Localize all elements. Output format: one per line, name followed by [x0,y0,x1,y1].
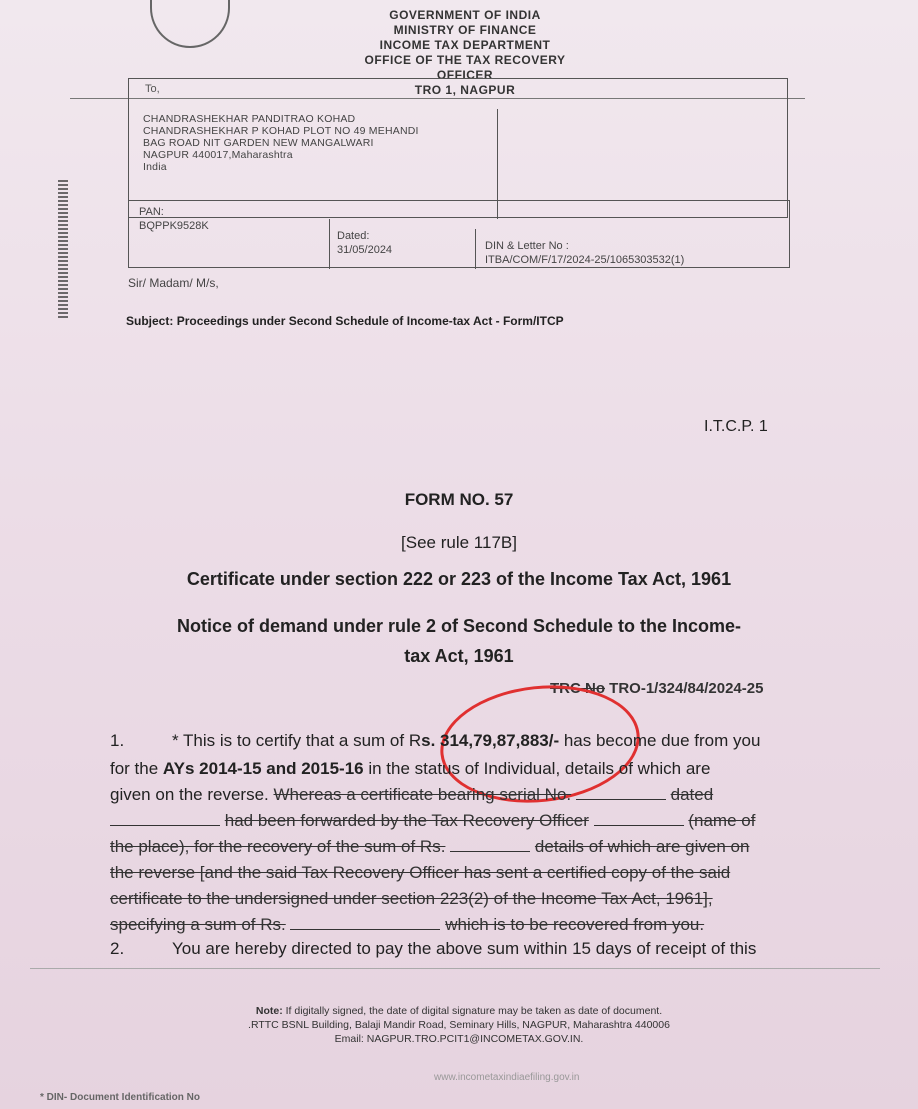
text: for the [110,759,163,778]
dated-label: Dated: [337,230,370,242]
blank-field [290,929,440,930]
notice-line: Notice of demand under rule 2 of Second Schedule to the Income- [176,616,742,636]
header-line: OFFICER [436,68,494,82]
trc-struck-label: TRC No [550,680,605,697]
footer-note [0,1004,918,1018]
address-line: India [143,161,167,173]
header-line: GOVERNMENT OF INDIA [389,8,541,22]
addressee-address [143,113,419,173]
demand-amount: s. 314,79,87,883/- [421,731,560,750]
to-label: To, [145,83,160,95]
barcode-strip [58,180,68,320]
reference-box [128,200,790,268]
address-line: NAGPUR 440017,Maharashtra [143,149,293,161]
pan-cell [139,205,209,233]
footer-divider [30,968,880,969]
form-code: I.T.C.P. 1 [704,418,768,435]
subject-text: Proceedings under Second Schedule of Income-tax Act - Form/ITCP [176,314,564,328]
text: in the status of Individual, details of which are [363,759,711,778]
addressee-box [128,78,788,218]
dated-cell [337,229,392,257]
struck-text: which is to be recovered from you. [445,915,705,934]
note-label: Note: [255,1005,283,1017]
header-line: INCOME TAX DEPARTMENT [379,38,551,52]
certificate-title: Certificate under section 222 or 223 of the Income Tax Act, 1961 [186,569,732,589]
text: given on the reverse. [110,785,269,804]
note-text: If digitally signed, the date of digital signature may be taken as date of document. [285,1005,663,1017]
footer-address: .RTTC BSNL Building, Balaji Mandir Road, Seminary Hills, NAGPUR, Maharashtra 440006 [248,1019,670,1031]
header-line: TRO 1, NAGPUR [414,83,516,97]
paragraph-1-line [110,808,755,834]
notice-title [0,611,918,671]
trc-value: TRO-1/324/84/2024-25 [609,680,764,697]
subject-label: Subject: [126,314,174,328]
struck-text: (name of [688,811,756,830]
header-line: MINISTRY OF FINANCE [393,23,537,37]
cell-divider [329,219,330,269]
din-value: ITBA/COM/F/17/2024-25/1065303532(1) [485,254,685,266]
struck-text: the reverse [and the said Tax Recovery Officer has sent a certified copy of the said [110,863,731,882]
struck-text: the place), for the recovery of the sum of Rs. [110,837,446,856]
faint-url: www.incometaxindiaefiling.gov.in [434,1072,580,1083]
address-line: BAG ROAD NIT GARDEN NEW MANGALWARI [143,137,374,149]
header-line: OFFICE OF THE TAX RECOVERY [364,53,566,67]
form-number: FORM NO. 57 [404,490,514,509]
salutation: Sir/ Madam/ M/s, [128,276,219,290]
address-line: CHANDRASHEKHAR PANDITRAO KOHAD [143,113,356,125]
footer-email: Email: NAGPUR.TRO.PCIT1@INCOMETAX.GOV.IN. [334,1033,584,1045]
paragraph-1-line [110,834,749,860]
paragraph-2-line [110,936,756,962]
subject-line [126,314,564,328]
din-cell [485,239,684,267]
paragraph-1-line [110,756,710,782]
din-label: DIN & Letter No : [485,240,569,252]
blank-field [576,799,666,800]
paragraph-1-line [110,912,704,938]
pan-value: BQPPK9528K [139,220,209,232]
paragraph-1-line [110,886,713,912]
struck-text: Whereas a certificate bearing serial No. [273,785,572,804]
paragraph-1-line [110,782,713,808]
pan-label: PAN: [139,206,164,218]
dated-value: 31/05/2024 [337,244,393,256]
government-emblem-icon [150,0,230,48]
paragraph-number: 2. [110,939,125,958]
cell-divider [475,229,476,269]
struck-text: dated [670,785,714,804]
blank-field [110,825,220,826]
din-footer: * DIN- Document Identification No [40,1092,200,1103]
struck-text: details of which are given on [534,837,750,856]
text: has become due from you [559,731,761,750]
assessment-years: AYs 2014-15 and 2015-16 [162,759,364,778]
paragraph-number: 1. [110,731,125,750]
blank-field [450,851,530,852]
text: * This is to certify that a sum of R [172,731,422,750]
address-line: CHANDRASHEKHAR P KOHAD PLOT NO 49 MEHANDI [143,125,419,137]
rule-reference: [See rule 117B] [401,533,517,552]
paragraph-1-line [110,728,760,754]
struck-text: had been forwarded by the Tax Recovery Officer [224,811,589,830]
text: You are hereby directed to pay the above sum within 15 days of receipt of this [172,939,757,958]
struck-text: certificate to the undersigned under section 223(2) of the Income Tax Act, 1961], [110,889,713,908]
notice-line: tax Act, 1961 [404,646,514,666]
struck-text: specifying a sum of Rs. [110,915,286,934]
blank-field [594,825,684,826]
paragraph-1-line [110,860,730,886]
